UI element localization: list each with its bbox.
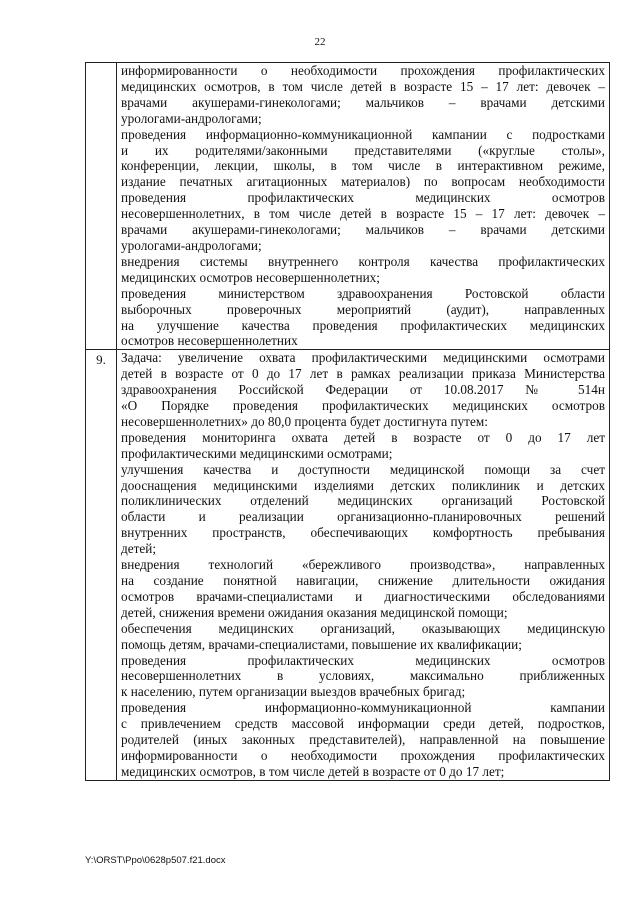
table-body: [86, 63, 610, 781]
paragraph: [121, 254, 605, 286]
text-line: издание печатных агитационных материалов) по вопросам необходимости: [121, 174, 605, 190]
text-line: внедрения системы внутреннего контроля качества профилактических: [121, 253, 605, 269]
text-line: несовершеннолетних, в том числе детей в возрасте 15 – 17 лет: девочек –: [121, 206, 605, 222]
text-line: детей, снижения времени ожидания оказания медицинской помощи;: [121, 604, 508, 620]
text-line: улучшения качества и доступности медицинской помощи за счет: [121, 461, 605, 477]
text-line: детей в возрасте от 0 до 17 лет в рамках реализации приказа Министерства: [121, 366, 605, 382]
text-line: медицинских осмотров, в том числе детей в возрасте от 0 до 17 лет;: [121, 763, 505, 779]
text-line: проведения информационно-коммуникационной кампании: [121, 700, 605, 716]
text-line: проведения профилактических медицинских осмотров: [121, 190, 605, 206]
text-line: проведения профилактических медицинских осмотров: [121, 652, 605, 668]
text-line: врачами акушерами-гинекологами; мальчиков – врачами детскими: [121, 94, 605, 110]
text-line: на улучшение качества проведения профилактических медицинских: [121, 317, 605, 333]
text-line: внутренних пространств, обеспечивающих комфортность пребывания: [121, 525, 605, 541]
paragraph: [121, 430, 605, 462]
paragraph: [121, 653, 605, 701]
text-line: и их родителями/законными представителями («круглые столы»,: [121, 142, 605, 158]
paragraph: [121, 700, 605, 780]
paragraph: [121, 621, 605, 653]
text-line: выборочных проверочных мероприятий (аудит), направленных: [121, 301, 605, 317]
text-line: медицинских осмотров, в том числе детей в возрасте 15 – 17 лет: девочек –: [121, 78, 605, 94]
row-number-cell: 9.: [86, 350, 117, 780]
paragraph: [121, 462, 605, 557]
file-path-footer: Y:\ORST\Ppo\0628p507.f21.docx: [85, 855, 226, 866]
text-line: области и реализации организационно-планировочных решений: [121, 509, 605, 525]
text-line: дооснащения медицинскими изделиями детских поликлиник и детских: [121, 477, 605, 493]
text-line: на создание понятной навигации, снижение длительности ожидания: [121, 573, 605, 588]
text-line: Задача: увеличение охвата профилактическими медицинскими осмотрами: [121, 350, 605, 366]
text-line: к населению, путем организации выездов врачебных бригад;: [121, 684, 466, 700]
text-line: с привлечением средств массовой информации среди детей, подростков,: [121, 716, 605, 732]
page-number: 22: [314, 36, 326, 48]
text-line: информированности о необходимости прохождения профилактических: [121, 63, 605, 78]
table-row: [86, 350, 610, 780]
text-line: проведения министерством здравоохранения Ростовской области: [121, 285, 605, 301]
text-line: врачами акушерами-гинекологами; мальчиков – врачами детскими: [121, 222, 605, 238]
text-line: детей;: [121, 541, 157, 557]
text-line: родителей (иных законных представителей), направленной на повышение: [121, 732, 605, 748]
text-line: профилактическими медицинскими осмотрами;: [121, 445, 393, 461]
text-line: обеспечения медицинских организаций, оказывающих медицинскую: [121, 620, 605, 636]
text-line: информированности о необходимости прохождения профилактических: [121, 747, 605, 763]
text-line: урологами-андрологами;: [121, 110, 262, 126]
text-line: проведения информационно-коммуникационной кампании с подростками: [121, 126, 605, 142]
row-text-cell: [117, 63, 610, 350]
row-number-cell: [86, 63, 117, 350]
text-line: здравоохранения Российской Федерации от 10.08.2017 № 514н: [121, 382, 605, 398]
text-line: несовершеннолетних» до 80,0 процента будет достигнута путем:: [121, 413, 488, 429]
text-line: несовершеннолетних в условиях, максимально приближенных: [121, 668, 605, 684]
text-line: осмотров врачами-специалистами и диагностическими обследованиями: [121, 588, 605, 604]
text-line: медицинских осмотров несовершеннолетних;: [121, 269, 380, 285]
paragraph: [121, 127, 605, 254]
paragraph: [121, 557, 605, 621]
text-line: «О Порядке проведения профилактических медицинских осмотров: [121, 398, 605, 414]
row-text-cell: [117, 350, 610, 780]
measures-table: [85, 62, 610, 781]
paragraph: [121, 286, 605, 350]
paragraph: [121, 63, 605, 127]
table-row: [86, 63, 610, 350]
text-line: помощь детям, врачами-специалистами, повышение их квалификации;: [121, 636, 522, 652]
text-line: внедрения технологий «бережливого производства», направленных: [121, 557, 605, 573]
text-line: урологами-андрологами;: [121, 237, 262, 253]
text-line: проведения мониторинга охвата детей в возрасте от 0 до 17 лет: [121, 429, 605, 445]
text-line: конференции, лекции, школы, в том числе в интерактивном режиме,: [121, 158, 605, 174]
paragraph: [121, 350, 605, 430]
text-line: осмотров несовершеннолетних: [121, 333, 298, 349]
text-line: поликлинических отделений медицинских организаций Ростовской: [121, 493, 605, 509]
